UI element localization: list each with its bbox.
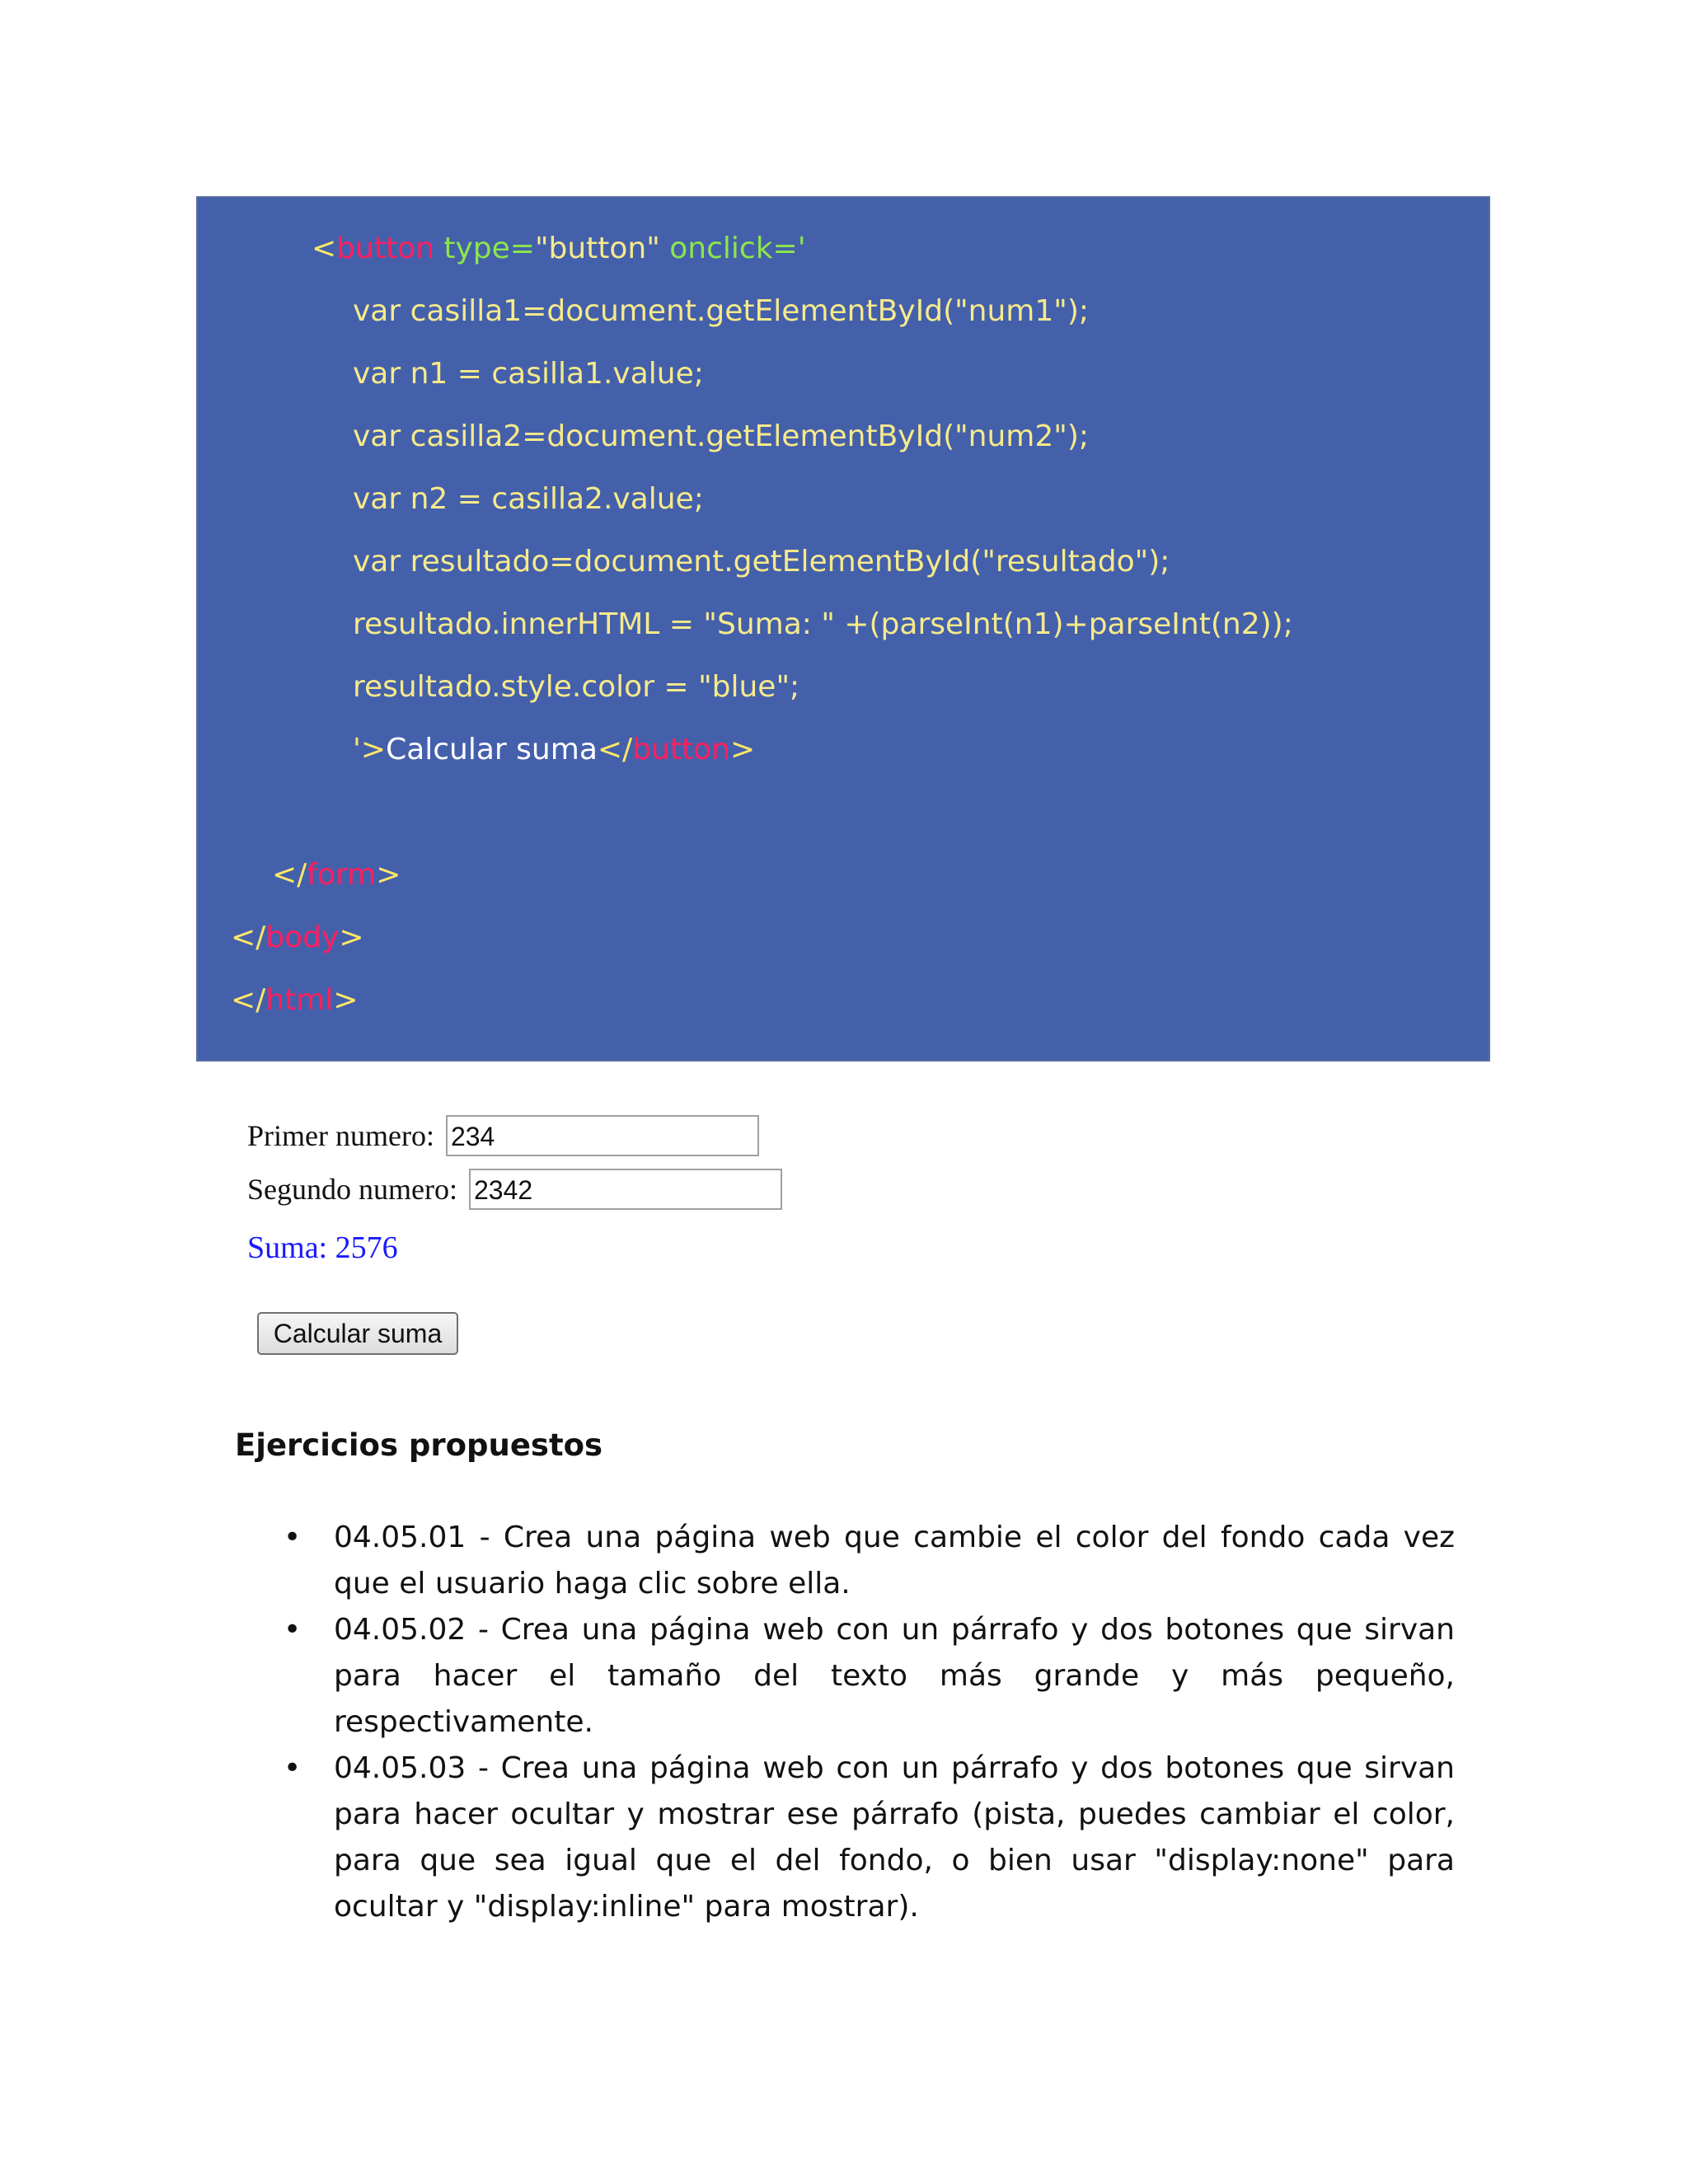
code-line bbox=[353, 419, 1089, 455]
first-number-label: Primer numero: bbox=[247, 1119, 434, 1152]
form-preview bbox=[247, 1088, 907, 1368]
code-token: onclick=' bbox=[659, 232, 806, 265]
second-number-input[interactable]: 2342 bbox=[469, 1169, 782, 1210]
bullet-icon: • bbox=[284, 1751, 302, 1785]
code-token: Calcular suma bbox=[386, 733, 598, 766]
exercise-item bbox=[247, 1607, 1455, 1746]
code-token: var n2 = casilla2.value; bbox=[353, 482, 704, 516]
exercise-item bbox=[247, 1515, 1455, 1607]
code-token: button bbox=[336, 232, 434, 265]
code-block bbox=[196, 196, 1490, 1062]
code-token: < bbox=[312, 232, 337, 265]
code-line bbox=[353, 732, 755, 768]
code-token: "button" bbox=[534, 232, 660, 265]
code-token: > bbox=[376, 858, 401, 892]
code-line bbox=[272, 857, 401, 893]
code-line bbox=[353, 607, 1293, 643]
code-line bbox=[353, 669, 799, 705]
first-number-input[interactable]: 234 bbox=[446, 1115, 759, 1156]
code-token: type= bbox=[434, 232, 535, 265]
code-token: > bbox=[339, 921, 364, 954]
code-line bbox=[353, 356, 704, 392]
code-token: var resultado=document.getElementById("resultado"); bbox=[353, 545, 1170, 579]
code-token: resultado.style.color = "blue"; bbox=[353, 670, 800, 704]
code-line bbox=[312, 231, 806, 267]
code-token: button bbox=[632, 733, 730, 766]
first-number-row bbox=[247, 1113, 759, 1159]
code-token: resultado.innerHTML = "Suma: " +(parseInt(n1)+parseInt(n2)); bbox=[353, 607, 1293, 641]
code-token: </ bbox=[272, 858, 307, 892]
code-line bbox=[353, 481, 704, 518]
code-token: </ bbox=[597, 733, 633, 766]
exercise-item bbox=[247, 1746, 1455, 1930]
code-token: body bbox=[265, 921, 340, 954]
code-token: var casilla2=document.getElementById("num2"); bbox=[353, 419, 1090, 453]
code-token: form bbox=[307, 858, 377, 892]
second-number-label: Segundo numero: bbox=[247, 1173, 457, 1206]
code-line bbox=[353, 293, 1089, 330]
code-token: > bbox=[333, 983, 359, 1017]
exercise-list bbox=[247, 1515, 1455, 1930]
bullet-icon: • bbox=[284, 1521, 302, 1554]
code-token: var n1 = casilla1.value; bbox=[353, 357, 704, 391]
code-token: > bbox=[729, 733, 756, 766]
code-token: </ bbox=[231, 983, 266, 1017]
calculate-sum-button[interactable]: Calcular suma bbox=[257, 1312, 458, 1355]
exercise-text: 04.05.02 - Crea una página web con un párrafo y dos botones que sirvan para hacer el tamaño del texto más grande y más pequeño, respectivamente. bbox=[334, 1613, 1455, 1739]
exercise-text: 04.05.01 - Crea una página web que cambie el color del fondo cada vez que el usuario haga clic sobre ella. bbox=[334, 1521, 1455, 1601]
code-token: html bbox=[265, 983, 334, 1017]
bullet-icon: • bbox=[284, 1613, 302, 1647]
code-token: '> bbox=[353, 733, 387, 766]
code-line bbox=[231, 920, 364, 956]
exercise-text: 04.05.03 - Crea una página web con un párrafo y dos botones que sirvan para hacer ocultar y mostrar ese párrafo (pista, puedes cambiar el color, para que sea igual que el del fondo, o bien usar "display:none" para ocultar y "display:inline" para mostrar). bbox=[334, 1751, 1455, 1924]
code-line bbox=[353, 544, 1170, 580]
code-token: var casilla1=document.getElementById("num1"); bbox=[353, 294, 1090, 328]
sum-result: Suma: 2576 bbox=[247, 1230, 398, 1265]
code-line bbox=[231, 982, 358, 1019]
second-number-row bbox=[247, 1166, 782, 1212]
exercises-heading: Ejercicios propuestos bbox=[235, 1427, 603, 1463]
code-token: </ bbox=[231, 921, 266, 954]
